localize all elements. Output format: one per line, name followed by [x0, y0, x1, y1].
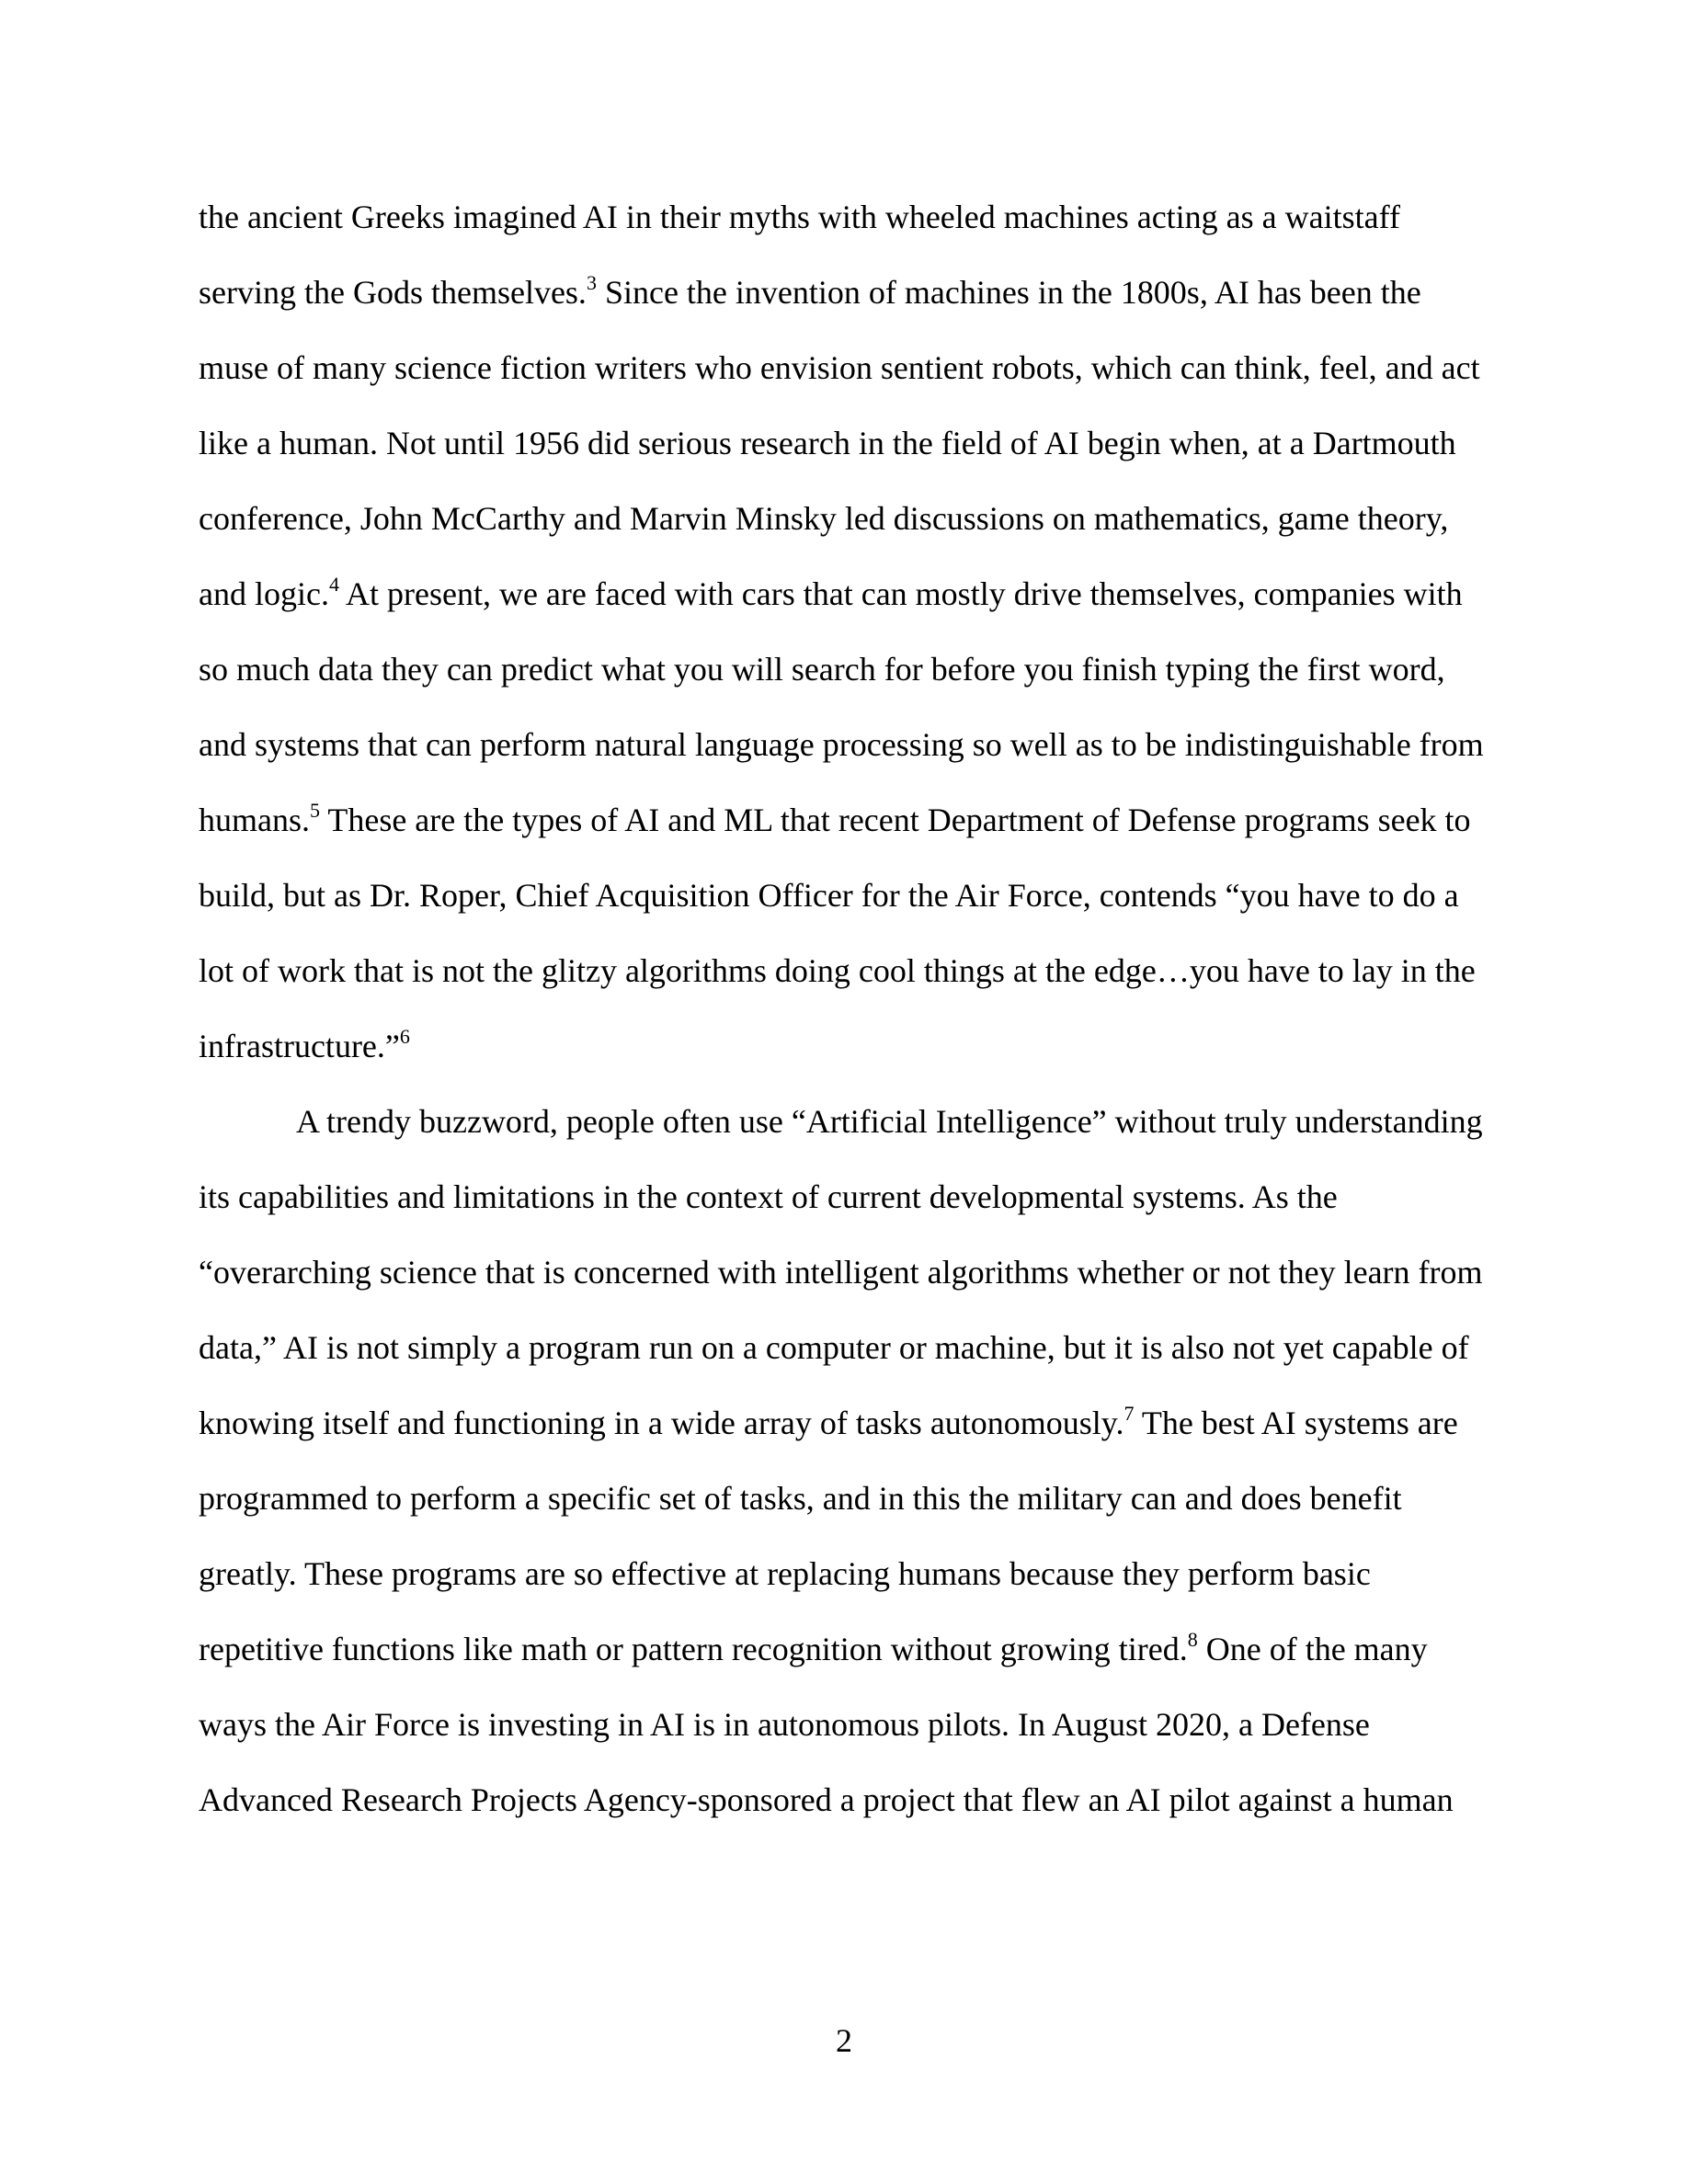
text-line: ways the Air Force is investing in AI is in autonomous pilots. In August 2020, a Defense: [199, 1706, 1370, 1743]
text-line: data,” AI is not simply a program run on a computer or machine, but it is also not yet capable of: [199, 1329, 1469, 1366]
text-line: the ancient Greeks imagined AI in their myths with wheeled machines acting as a waitstaff: [199, 199, 1400, 235]
text-line: lot of work that is not the glitzy algorithms doing cool things at the edge…you have to lay in the: [199, 952, 1476, 989]
text-line: repetitive functions like math or pattern recognition without growing tired.$^8$ One of the many: [199, 1628, 1428, 1667]
text-line: so much data they can predict what you will search for before you finish typing the first word,: [199, 651, 1445, 688]
text-line: and systems that can perform natural language processing so well as to be indistinguishable from: [199, 726, 1484, 763]
text-line: build, but as Dr. Roper, Chief Acquisition Officer for the Air Force, contends “you have to do a: [199, 877, 1459, 914]
text-line: Advanced Research Projects Agency-sponsored a project that flew an AI pilot against a human: [199, 1781, 1454, 1818]
page-number: 2: [836, 2022, 852, 2059]
text-line: humans.$^5$ These are the types of AI and ML that recent Department of Defense programs seek to: [199, 799, 1471, 838]
text-line: and logic.$^4$ At present, we are faced with cars that can mostly drive themselves, companies with: [199, 573, 1463, 612]
footnote-ref: 5: [310, 799, 320, 822]
footnote-ref: 8: [1187, 1628, 1198, 1651]
text-line: conference, John McCarthy and Marvin Minsky led discussions on mathematics, game theory,: [199, 500, 1449, 537]
text-line: serving the Gods themselves.$^3$ Since the invention of machines in the 1800s, AI has been the: [199, 271, 1421, 311]
text-line: greatly. These programs are so effective at replacing humans because they perform basic: [199, 1555, 1371, 1592]
text-line: infrastructure.”$^6$: [199, 1025, 410, 1064]
text-line: “overarching science that is concerned with intelligent algorithms whether or not they learn from: [199, 1254, 1483, 1291]
footnote-ref: 3: [586, 271, 597, 294]
text-line: knowing itself and functioning in a wide array of tasks autonomously.$^7$ The best AI systems are: [199, 1402, 1458, 1441]
text-line: its capabilities and limitations in the context of current developmental systems. As the: [199, 1178, 1338, 1215]
paragraph-first-line: A trendy buzzword, people often use “Artificial Intelligence” without truly understanding: [296, 1103, 1483, 1140]
footnote-ref: 7: [1123, 1402, 1135, 1425]
footnote-ref: 4: [328, 573, 339, 596]
text-line: programmed to perform a specific set of tasks, and in this the military can and does benefit: [199, 1480, 1402, 1517]
text-line: like a human. Not until 1956 did serious research in the field of AI begin when, at a Dartmouth: [199, 425, 1456, 461]
footnote-ref: 6: [399, 1025, 410, 1048]
text-line: muse of many science fiction writers who envision sentient robots, which can think, feel, and act: [199, 349, 1480, 386]
